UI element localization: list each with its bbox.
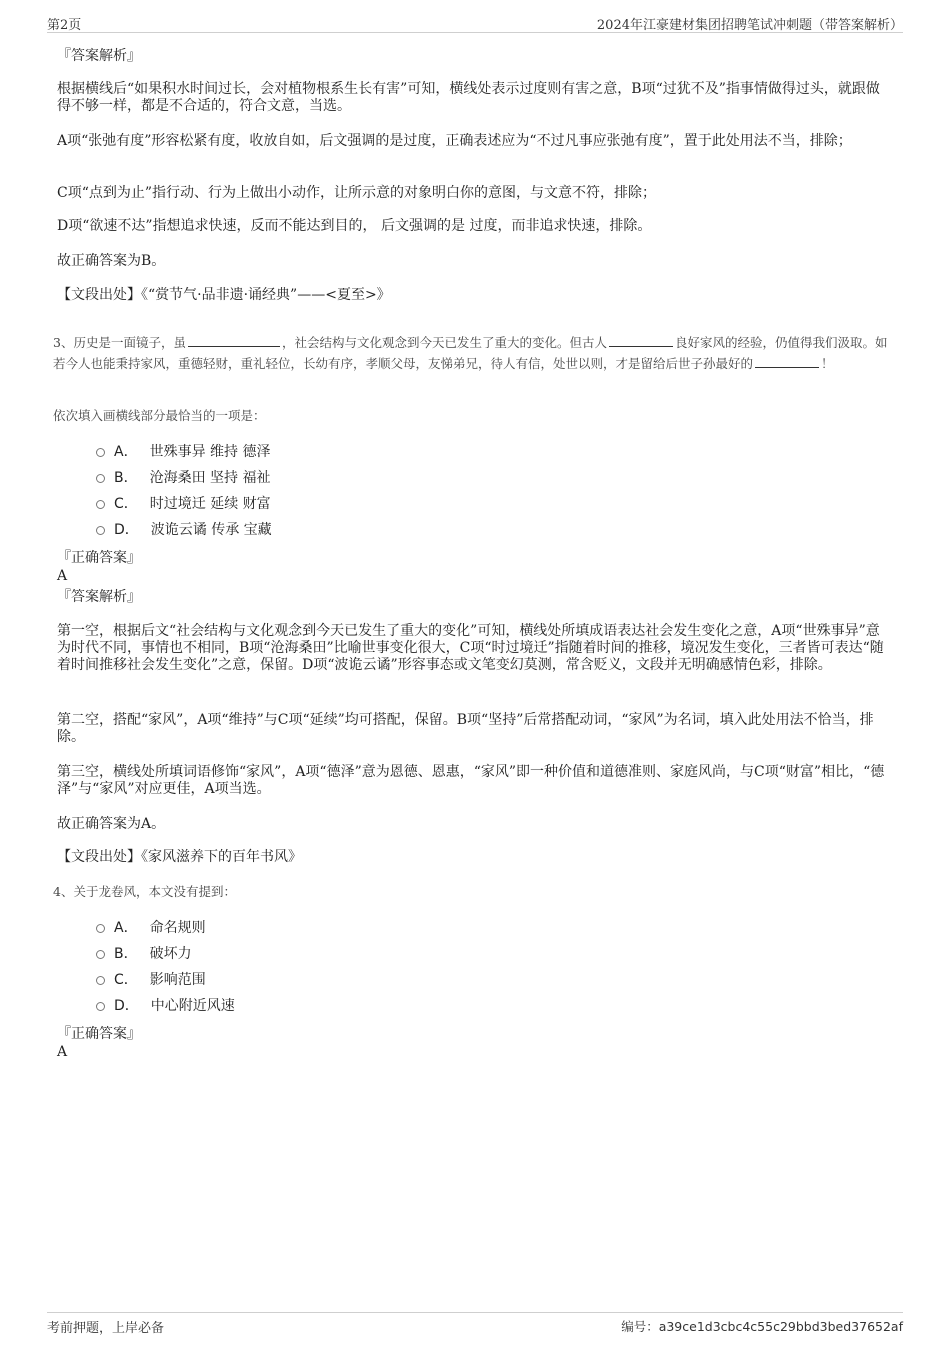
option-text: 中心附近风速: [150, 998, 235, 1014]
option-b[interactable]: B． 破坏力: [96, 944, 192, 964]
question-stem: [53, 332, 890, 374]
option-a[interactable]: A． 世殊事异 维持 德泽: [96, 442, 270, 462]
option-c[interactable]: C． 时过境迁 延续 财富: [96, 494, 271, 514]
analysis-paragraph: D项“欲速不达”指想追求快速，反而不能达到目的， 后文强调的是 过度，而非追求快速，排除。: [57, 218, 652, 234]
stem-part: 3、历史是一面镜子，虽: [53, 335, 186, 350]
analysis-paragraph: 根据横线后“如果积水时间过长，会对植物根系生长有害”可知，横线处表示过度则有害之意，B项“过犹不及”指事情做得过头，就跟做得不够一样，都是不合适的，符合文意，当选。: [57, 81, 880, 114]
document-serial: 编号：a39ce1d3cbc4c55c29bbd3bed37652af: [621, 1319, 903, 1334]
page-header: [47, 12, 903, 33]
option-text: 波诡云谲 传承 宝藏: [150, 522, 272, 538]
option-text: 世殊事异 维持 德泽: [149, 444, 271, 460]
question-stem: 4、关于龙卷风，本文没有提到：: [53, 884, 236, 899]
question-prompt: 依次填入画横线部分最恰当的一项是：: [53, 408, 266, 423]
radio-icon[interactable]: [96, 976, 105, 985]
stem-part: ，社会结构与文化观念到今天已发生了重大的变化。但古人: [281, 335, 607, 350]
option-text: 命名规则: [149, 920, 206, 936]
answer-conclusion: 故正确答案为A。: [57, 816, 166, 832]
analysis-label: 『答案解析』: [57, 48, 141, 64]
analysis-paragraph: C项“点到为止”指行动、行为上做出小动作，让所示意的对象明白你的意图，与文意不符，排除；: [57, 185, 657, 201]
source-citation: 【文段出处】《“赏节气·品非遗·诵经典”——<夏至>》: [57, 287, 391, 303]
fill-blank: [609, 334, 673, 347]
stem-part: 良好家风的经验，仍值得我们汲取。如若今人也能秉持家风，重德轻财，重礼轻位，长幼有序，孝顺父母，友悌弟兄，待人有信，处世以则，才是留给后世子孙最好的: [53, 335, 888, 371]
answer-conclusion: 故正确答案为B。: [57, 253, 166, 269]
option-text: 破坏力: [149, 946, 192, 962]
analysis-paragraph: 第三空，横线处所填词语修饰“家风”，A项“德泽”意为恩德、恩惠，“家风”即一种价值和道德准则、家庭风尚，与C项“财富”相比，“德泽”与“家风”对应更佳，A项当选。: [57, 764, 885, 797]
source-citation: 【文段出处】《家风滋养下的百年书风》: [57, 849, 302, 865]
page-number: 第2页: [47, 18, 82, 33]
option-d[interactable]: D． 波诡云谲 传承 宝藏: [96, 520, 272, 540]
stem-part: ！: [821, 356, 834, 371]
radio-icon[interactable]: [96, 1002, 105, 1011]
radio-icon[interactable]: [96, 526, 105, 535]
option-text: 沧海桑田 坚持 福祉: [149, 470, 271, 486]
radio-icon[interactable]: [96, 500, 105, 509]
document-title: 2024年江豪建材集团招聘笔试冲刺题（带答案解析）: [596, 18, 903, 33]
correct-answer-label: 『正确答案』: [57, 550, 141, 566]
footer-slogan: 考前押题，上岸必备: [47, 1321, 165, 1336]
radio-icon[interactable]: [96, 950, 105, 959]
analysis-label: 『答案解析』: [57, 589, 141, 605]
analysis-paragraph: A项“张弛有度”形容松紧有度，收放自如，后文强调的是过度，正确表述应为“不过凡事应张弛有度”，置于此处用法不当，排除；: [57, 133, 852, 149]
option-c[interactable]: C． 影响范围: [96, 970, 206, 990]
option-a[interactable]: A． 命名规则: [96, 918, 206, 938]
radio-icon[interactable]: [96, 924, 105, 933]
fill-blank: [755, 355, 819, 368]
correct-answer: A: [57, 1044, 68, 1060]
page-footer: [47, 1312, 903, 1337]
radio-icon[interactable]: [96, 474, 105, 483]
option-text: 影响范围: [149, 972, 206, 988]
correct-answer-label: 『正确答案』: [57, 1026, 141, 1042]
radio-icon[interactable]: [96, 448, 105, 457]
analysis-paragraph: 第一空，根据后文“社会结构与文化观念到今天已发生了重大的变化”可知，横线处所填成语表达社会发生变化之意，A项“世殊事异”意为时代不同，事情也不相同，B项“沧海桑田”比喻世事变化很大，C项“时过境迁”指随着时间的推移，境况发生变化，三者皆可表达“随着时间推移社会发生变化”之意，保留。D项“波诡云谲”形容事态或文笔变幻莫测，常含贬义，文段并无明确感情色彩，排除。: [57, 623, 884, 673]
option-text: 时过境迁 延续 财富: [149, 496, 271, 512]
option-d[interactable]: D． 中心附近风速: [96, 996, 235, 1016]
option-b[interactable]: B． 沧海桑田 坚持 福祉: [96, 468, 271, 488]
analysis-paragraph: 第二空，搭配“家风”，A项“维持”与C项“延续”均可搭配，保留。B项“坚持”后常搭配动词，“家风”为名词，填入此处用法不恰当，排除。: [57, 712, 874, 745]
fill-blank: [188, 334, 280, 347]
correct-answer: A: [57, 568, 68, 584]
